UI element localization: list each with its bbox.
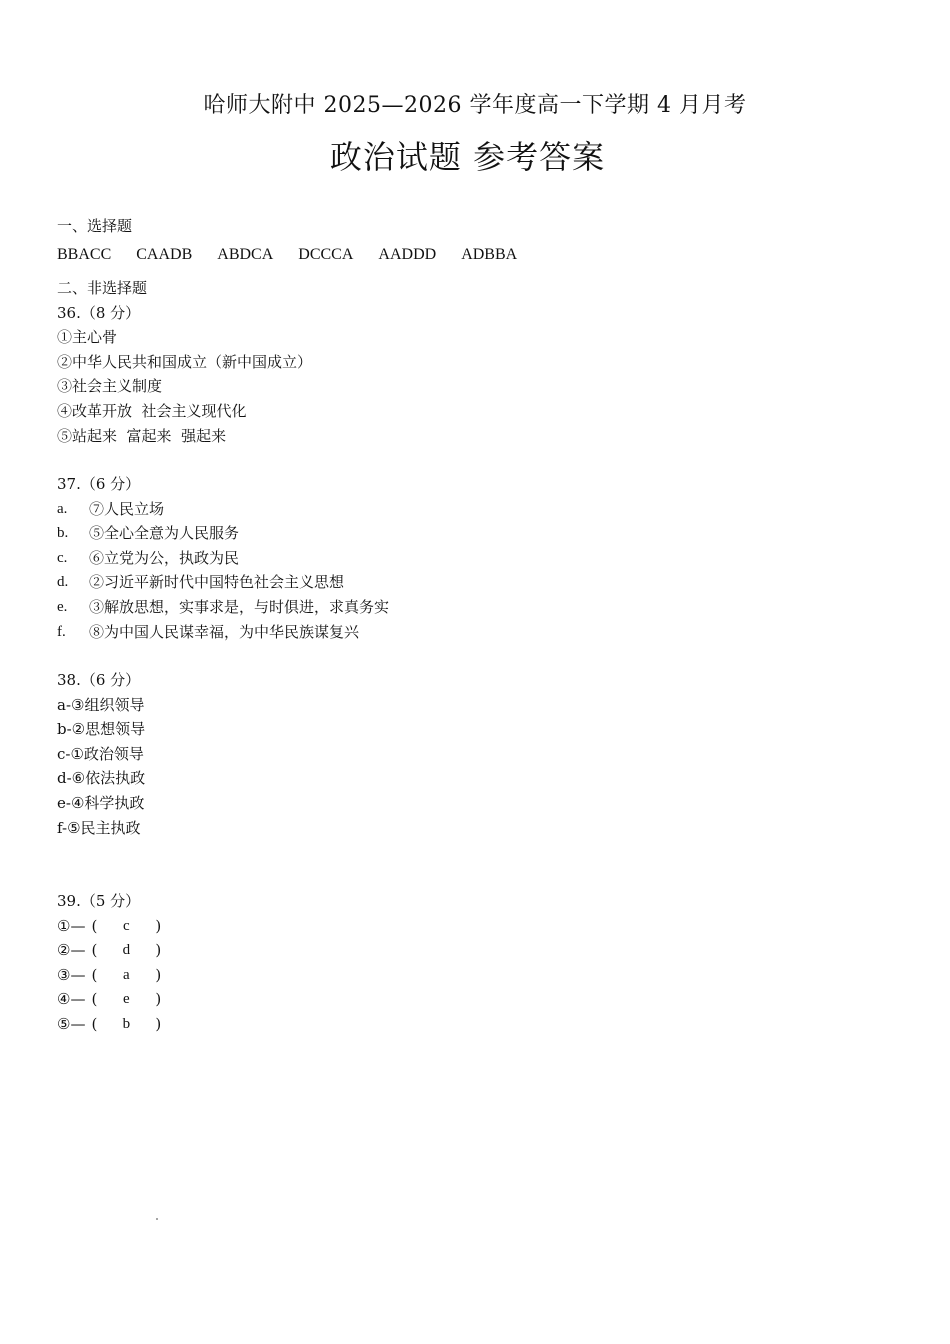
mc-answer-group: AADDD — [378, 246, 437, 263]
item-text: ⑤全心全意为人民服务 — [89, 524, 240, 543]
mc-answer-group: DCCCA — [298, 246, 354, 263]
question-heading: 36.（8 分） — [57, 303, 141, 322]
open-paren: ( — [91, 990, 98, 1009]
answer-line: ①主心骨 — [57, 328, 118, 347]
match-answer: d — [122, 942, 131, 959]
mc-answer-group: BBACC — [57, 246, 112, 263]
match-item — [57, 987, 161, 1012]
open-paren: ( — [91, 965, 98, 984]
answer-line: b-②思想领导 — [57, 720, 146, 739]
answer-item — [57, 497, 389, 522]
close-paren: ) — [155, 1014, 162, 1033]
answer-line: ②中华人民共和国成立（新中国成立） — [57, 352, 313, 371]
question-38 — [57, 668, 145, 840]
open-paren: ( — [91, 941, 98, 960]
mc-answer-row — [57, 246, 542, 264]
section-non-choice — [57, 276, 312, 448]
section-multiple-choice — [57, 214, 132, 239]
item-text: ⑧为中国人民谋幸福，为中华民族谋复兴 — [89, 622, 360, 641]
answer-line: ⑤站起来 富起来 强起来 — [57, 426, 227, 445]
item-label: d. — [57, 574, 69, 591]
match-answer: e — [122, 991, 130, 1008]
item-text: ③解放思想，实事求是，与时俱进，求真务实 — [89, 597, 390, 616]
item-label: c. — [57, 549, 68, 566]
answer-line: e-④科学执政 — [57, 793, 145, 812]
match-answer: a — [122, 966, 130, 983]
match-answer: b — [122, 1015, 131, 1032]
mc-answer-group: CAADB — [136, 246, 193, 263]
answer-line: f-⑤民主执政 — [57, 818, 141, 837]
answer-item — [57, 570, 389, 595]
answer-line: a-③组织领导 — [57, 695, 145, 714]
exam-title: 哈师大附中 2025—2026 学年度高一下学期 4 月月考 — [203, 93, 747, 118]
match-number: ⑤— — [57, 1014, 86, 1033]
match-item — [57, 938, 161, 963]
match-number: ①— — [57, 916, 86, 935]
close-paren: ) — [155, 941, 162, 960]
answer-line: ③社会主义制度 — [57, 377, 163, 396]
stray-mark — [156, 1218, 158, 1220]
item-text: ⑥立党为公，执政为民 — [89, 548, 240, 567]
question-heading: 37.（6 分） — [57, 475, 141, 493]
item-label: a. — [57, 500, 68, 517]
question-heading: 39.（5 分） — [57, 892, 141, 910]
item-label: e. — [57, 598, 68, 615]
match-item — [57, 963, 161, 988]
close-paren: ) — [155, 990, 162, 1009]
answer-item — [57, 620, 389, 645]
mc-answer-group: ADBBA — [461, 246, 518, 263]
close-paren: ) — [155, 965, 162, 984]
question-heading: 38.（6 分） — [57, 671, 141, 689]
item-text: ⑦人民立场 — [89, 499, 165, 518]
answer-item — [57, 521, 389, 546]
answer-line: d-⑥依法执政 — [57, 769, 146, 788]
answer-line: c-①政治领导 — [57, 744, 144, 763]
document-title: 政治试题 参考答案 — [329, 138, 606, 176]
mc-answer-group: ABDCA — [217, 246, 274, 263]
answer-line: ④改革开放 社会主义现代化 — [57, 401, 247, 420]
match-item — [57, 914, 161, 939]
question-37 — [57, 472, 389, 644]
open-paren: ( — [91, 916, 98, 935]
answer-item — [57, 546, 389, 571]
section-heading: 二、非选择题 — [57, 279, 148, 297]
question-39 — [57, 889, 161, 1037]
item-text: ②习近平新时代中国特色社会主义思想 — [89, 573, 345, 592]
match-number: ②— — [57, 941, 86, 960]
close-paren: ) — [155, 916, 162, 935]
match-answer: c — [122, 917, 130, 934]
match-number: ③— — [57, 965, 86, 984]
answer-item — [57, 595, 389, 620]
match-item — [57, 1012, 161, 1037]
open-paren: ( — [91, 1014, 98, 1033]
match-number: ④— — [57, 990, 86, 1009]
section-heading: 一、选择题 — [57, 217, 133, 235]
item-label: f. — [57, 623, 66, 640]
item-label: b. — [57, 525, 69, 542]
